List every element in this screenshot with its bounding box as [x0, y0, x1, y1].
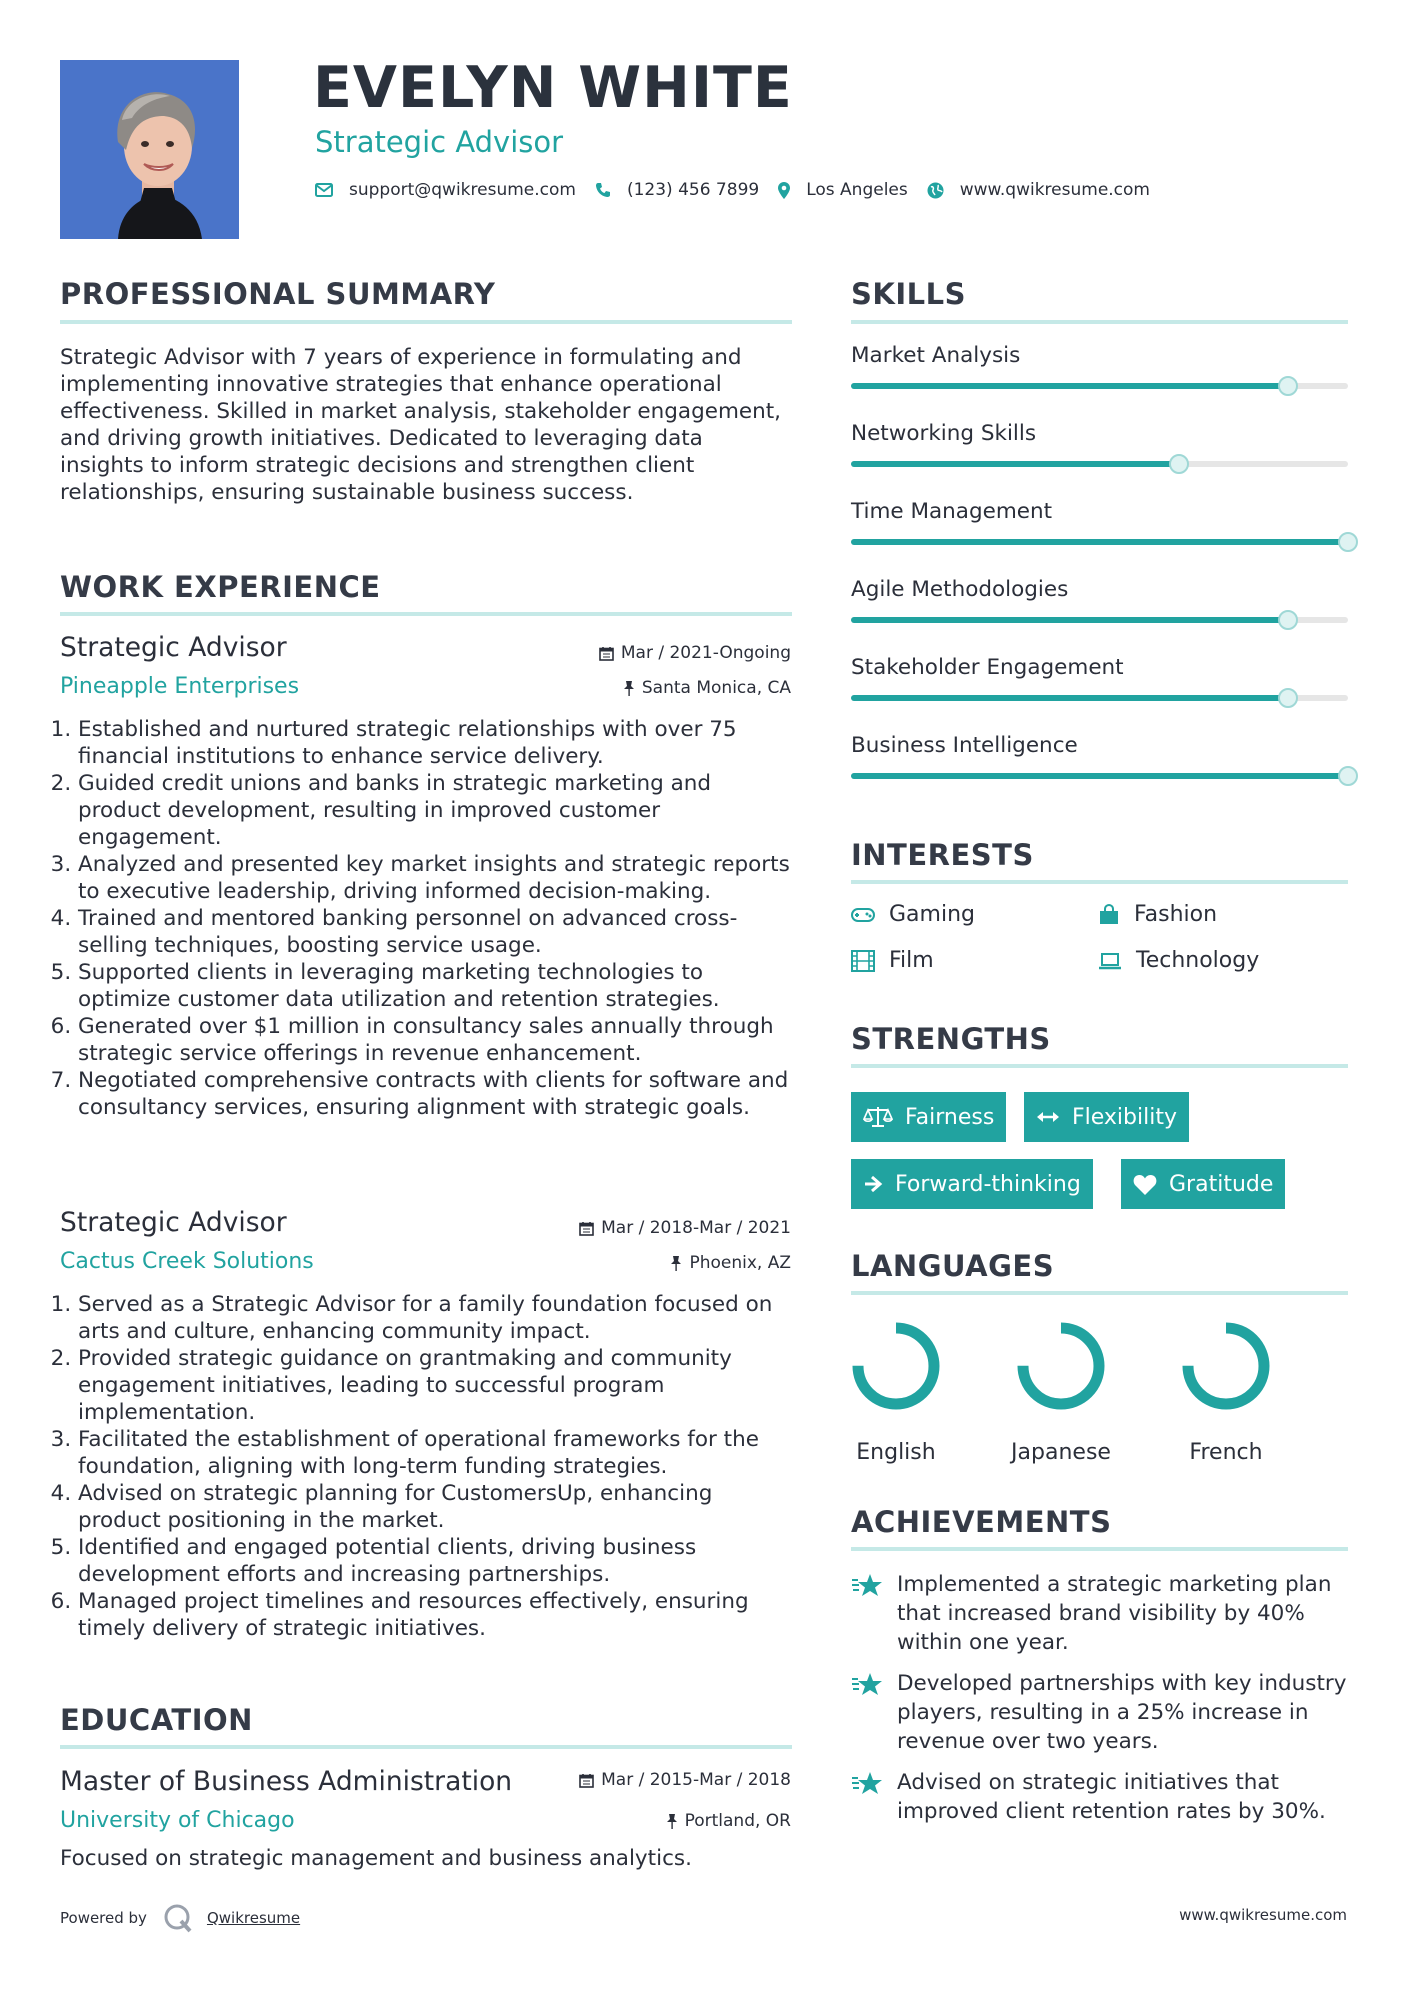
- footer-website[interactable]: www.qwikresume.com: [1179, 1906, 1347, 1924]
- school-name: University of Chicago: [60, 1808, 295, 1833]
- skill-label: Business Intelligence: [851, 733, 1078, 758]
- skill-bar: [851, 539, 1348, 545]
- section-divider: [851, 1064, 1348, 1068]
- skill-item: [851, 733, 1348, 779]
- pushpin-icon: [670, 1256, 682, 1271]
- email-text: support@qwikresume.com: [349, 180, 576, 200]
- job-bullets: [60, 716, 792, 1121]
- interest-label: Technology: [1136, 948, 1260, 973]
- job-location-text: Santa Monica, CA: [641, 678, 791, 698]
- interest-label: Gaming: [889, 902, 975, 927]
- skill-bar: [851, 383, 1348, 389]
- strength-badge: [1121, 1159, 1285, 1209]
- phone-text: (123) 456 7899: [626, 180, 760, 200]
- envelope-icon: [315, 183, 333, 197]
- job-bullet: 2. Provided strategic guidance on grantmaking and community engagement initiatives, leading to successful program implementation.: [78, 1345, 792, 1426]
- contact-location: [778, 180, 908, 200]
- job-bullet: 4. Advised on strategic planning for CustomersUp, enhancing product positioning in the market.: [78, 1480, 792, 1534]
- pushpin-icon: [623, 681, 635, 696]
- arrows-horizontal-icon: [1036, 1110, 1060, 1124]
- job-company: Pineapple Enterprises: [60, 674, 300, 699]
- job-bullets: [60, 1291, 792, 1642]
- education-dates: [579, 1770, 791, 1790]
- job-dates: [599, 643, 791, 663]
- section-divider: [851, 880, 1348, 884]
- section-divider: [851, 320, 1348, 324]
- section-title-skills: SKILLS: [851, 277, 966, 311]
- strength-label: Forward-thinking: [895, 1171, 1081, 1197]
- language-ring: [1178, 1318, 1274, 1414]
- job-bullet: 5. Identified and engaged potential clients, driving business development efforts and increasing partnerships.: [78, 1534, 792, 1588]
- education-dates-text: Mar / 2015-Mar / 2018: [601, 1770, 791, 1790]
- contact-phone[interactable]: [595, 180, 759, 200]
- job-title: Strategic Advisor: [60, 1207, 287, 1238]
- section-divider: [851, 1291, 1348, 1295]
- section-divider: [60, 320, 792, 324]
- qwikresume-link[interactable]: Qwikresume: [206, 1909, 301, 1927]
- education-description: Focused on strategic management and business analytics.: [60, 1846, 692, 1871]
- skill-item: [851, 421, 1348, 467]
- section-title-interests: INTERESTS: [851, 838, 1034, 872]
- job-bullet: 5. Supported clients in leveraging marketing technologies to optimize customer data utilization and retention strategies.: [78, 959, 792, 1013]
- job-dates-text: Mar / 2021-Ongoing: [620, 643, 791, 663]
- strength-label: Fairness: [905, 1104, 995, 1130]
- interest-gaming: [851, 902, 975, 927]
- achievement-item: [851, 1669, 1348, 1756]
- skill-label: Networking Skills: [851, 421, 1037, 446]
- language-item: [1151, 1318, 1301, 1465]
- profile-photo: [60, 60, 239, 239]
- contact-email[interactable]: [315, 180, 576, 200]
- section-divider: [851, 1547, 1348, 1551]
- job-bullet: 6. Managed project timelines and resources effectively, ensuring timely delivery of strategic initiatives.: [78, 1588, 792, 1642]
- interest-label: Film: [889, 948, 934, 973]
- language-label: Japanese: [1011, 1440, 1111, 1465]
- skill-item: [851, 655, 1348, 701]
- summary-text: Strategic Advisor with 7 years of experience in formulating and implementing innovative strategies that enhance operational effectiveness. Skilled in market analysis, stakeholder engagement, and driving growth initiatives. Dedicated to leveraging data insights to inform strategic decisions and strengthen client relationships, ensuring sustainable business success.: [60, 345, 782, 505]
- strength-badge: [851, 1092, 1006, 1142]
- job-location-text: Phoenix, AZ: [689, 1253, 791, 1273]
- skill-bar: [851, 695, 1348, 701]
- section-title-achievements: ACHIEVEMENTS: [851, 1505, 1112, 1539]
- achievement-text: Implemented a strategic marketing plan that increased brand visibility by 40% within one year.: [897, 1572, 1332, 1655]
- skill-item: [851, 577, 1348, 623]
- job-location: [623, 678, 791, 698]
- language-item: [986, 1318, 1136, 1465]
- candidate-role: Strategic Advisor: [315, 125, 564, 159]
- section-title-summary: PROFESSIONAL SUMMARY: [60, 277, 496, 311]
- skill-bar-fill: [851, 773, 1348, 779]
- phone-icon: [595, 182, 611, 198]
- strength-label: Flexibility: [1072, 1104, 1177, 1130]
- language-ring: [1013, 1318, 1109, 1414]
- language-label: French: [1189, 1440, 1263, 1465]
- skill-bar-fill: [851, 461, 1179, 467]
- candidate-name: EVELYN WHITE: [313, 55, 793, 121]
- job-bullet: 6. Generated over $1 million in consultancy sales annually through strategic service offerings in revenue enhancement.: [78, 1013, 792, 1067]
- degree-title: Master of Business Administration: [60, 1766, 513, 1797]
- calendar-icon: [599, 646, 614, 661]
- film-icon: [851, 950, 875, 972]
- skill-bar: [851, 773, 1348, 779]
- job-dates: [579, 1218, 791, 1238]
- section-title-education: EDUCATION: [60, 1703, 253, 1737]
- location-text: Los Angeles: [806, 180, 908, 200]
- skill-label: Market Analysis: [851, 343, 1021, 368]
- star-icon: [851, 1770, 883, 1798]
- globe-icon: [927, 182, 944, 199]
- heart-icon: [1133, 1174, 1157, 1195]
- section-title-languages: LANGUAGES: [851, 1249, 1055, 1283]
- star-icon: [851, 1671, 883, 1699]
- map-pin-icon: [778, 182, 790, 199]
- language-ring: [848, 1318, 944, 1414]
- skill-label: Agile Methodologies: [851, 577, 1069, 602]
- section-title-experience: WORK EXPERIENCE: [60, 570, 381, 604]
- job-bullet: 1. Established and nurtured strategic relationships with over 75 financial institutions to enhance service delivery.: [78, 716, 792, 770]
- skill-bar-knob: [1278, 610, 1298, 630]
- laptop-icon: [1098, 952, 1122, 970]
- skill-item: [851, 343, 1348, 389]
- job-company: Cactus Creek Solutions: [60, 1249, 314, 1274]
- education-location: [666, 1811, 791, 1831]
- job-bullet: 7. Negotiated comprehensive contracts with clients for software and consultancy services, ensuring alignment with strategic goals.: [78, 1067, 792, 1121]
- pushpin-icon: [666, 1814, 678, 1829]
- education-location-text: Portland, OR: [684, 1811, 791, 1831]
- interest-label: Fashion: [1134, 902, 1218, 927]
- skill-bar: [851, 617, 1348, 623]
- website-text: www.qwikresume.com: [959, 180, 1150, 200]
- interest-film: [851, 948, 934, 973]
- job-bullet: 3. Facilitated the establishment of operational frameworks for the foundation, aligning with long-term funding strategies.: [78, 1426, 792, 1480]
- skill-bar-fill: [851, 539, 1348, 545]
- section-title-strengths: STRENGTHS: [851, 1022, 1051, 1056]
- job-title: Strategic Advisor: [60, 632, 287, 663]
- section-divider: [60, 612, 792, 616]
- job-bullet: 3. Analyzed and presented key market insights and strategic reports to executive leadership, driving informed decision-making.: [78, 851, 792, 905]
- star-icon: [851, 1572, 883, 1600]
- skill-label: Stakeholder Engagement: [851, 655, 1124, 680]
- section-divider: [60, 1745, 792, 1749]
- skill-bar-fill: [851, 695, 1288, 701]
- skill-label: Time Management: [851, 499, 1053, 524]
- skill-bar-fill: [851, 617, 1288, 623]
- skill-bar-knob: [1278, 376, 1298, 396]
- balance-scale-icon: [863, 1106, 893, 1128]
- achievement-item: [851, 1768, 1348, 1826]
- job-location: [670, 1253, 791, 1273]
- job-dates-text: Mar / 2018-Mar / 2021: [601, 1218, 791, 1238]
- skill-bar-knob: [1338, 532, 1358, 552]
- qwikresume-logo-icon: [163, 1903, 193, 1933]
- strength-badge: [851, 1159, 1093, 1209]
- skill-item: [851, 499, 1348, 545]
- job-bullet: 4. Trained and mentored banking personnel on advanced cross-selling techniques, boosting service usage.: [78, 905, 792, 959]
- shopping-bag-icon: [1098, 904, 1120, 926]
- skill-bar-knob: [1278, 688, 1298, 708]
- achievement-text: Developed partnerships with key industry players, resulting in a 25% increase in revenue over two years.: [897, 1671, 1347, 1754]
- calendar-icon: [579, 1773, 594, 1788]
- footer-powered-by: [60, 1903, 300, 1933]
- skill-bar: [851, 461, 1348, 467]
- skill-bar-fill: [851, 383, 1288, 389]
- arrow-right-icon: [863, 1174, 883, 1194]
- skill-bar-knob: [1338, 766, 1358, 786]
- strength-label: Gratitude: [1169, 1171, 1274, 1197]
- job-bullet: 2. Guided credit unions and banks in strategic marketing and product development, resulting in improved customer engagement.: [78, 770, 792, 851]
- strength-badge: [1024, 1092, 1189, 1142]
- calendar-icon: [579, 1221, 594, 1236]
- achievement-text: Advised on strategic initiatives that improved client retention rates by 30%.: [897, 1770, 1326, 1824]
- contact-bar: [315, 180, 1169, 200]
- contact-website[interactable]: [927, 180, 1150, 200]
- language-label: English: [856, 1440, 936, 1465]
- skill-bar-knob: [1169, 454, 1189, 474]
- powered-by-text: Powered by: [60, 1909, 147, 1927]
- interest-fashion: [1098, 902, 1217, 927]
- achievement-item: [851, 1570, 1348, 1657]
- interest-technology: [1098, 948, 1259, 973]
- gamepad-icon: [851, 907, 875, 923]
- job-bullet: 1. Served as a Strategic Advisor for a family foundation focused on arts and culture, enhancing community impact.: [78, 1291, 792, 1345]
- language-item: [821, 1318, 971, 1465]
